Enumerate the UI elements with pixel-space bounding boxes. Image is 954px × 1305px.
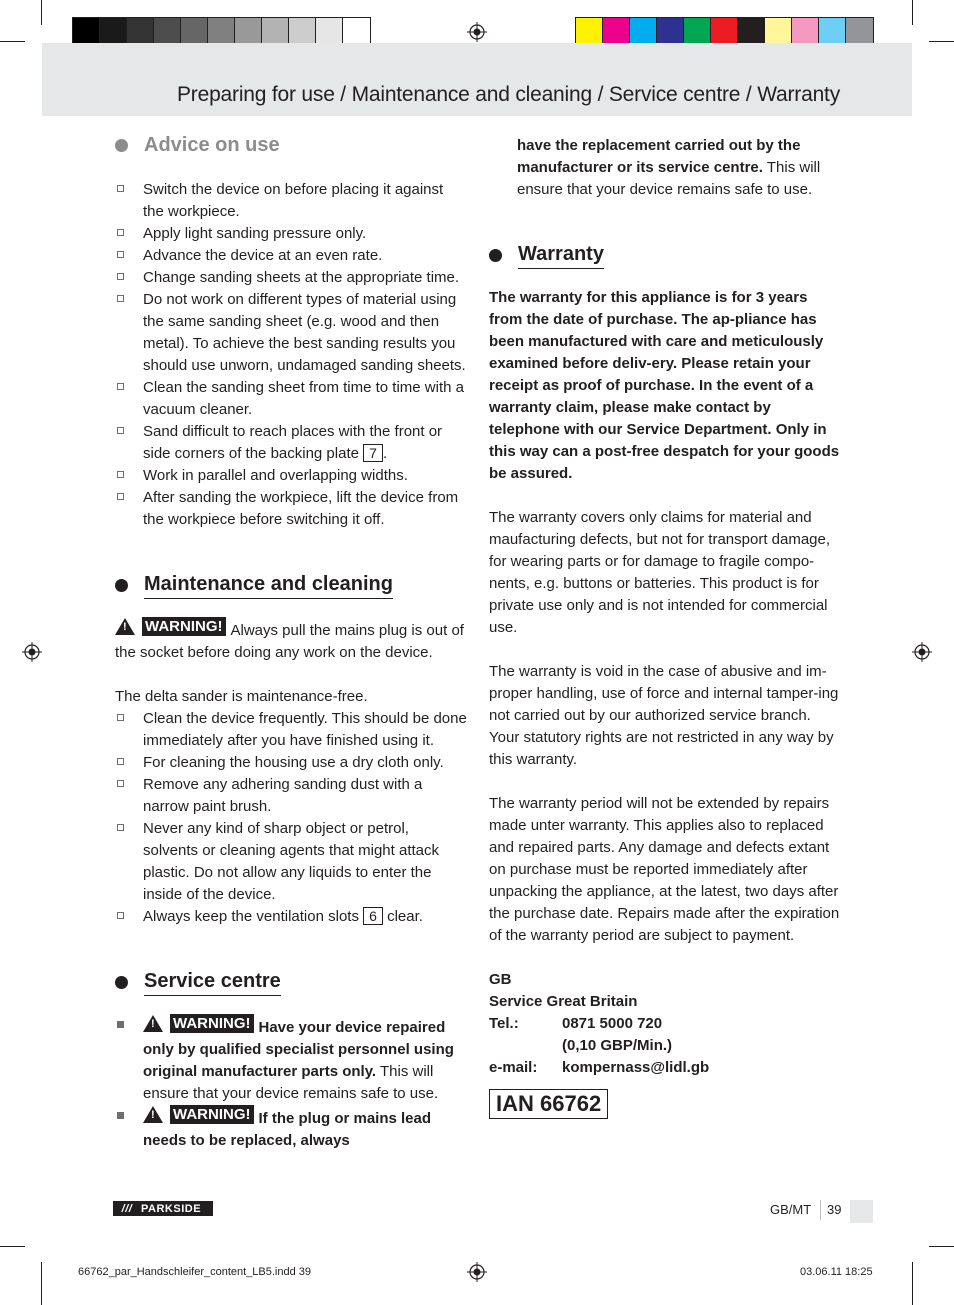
- list-item: Work in parallel and overlapping widths.: [115, 465, 467, 487]
- service-continued: have the replacement carried out by the manufacturer or its service centre. This will ensure that your device remains safe to use.: [517, 137, 821, 198]
- list-item: Remove any adhering sanding dust with a narrow paint brush.: [115, 774, 467, 818]
- bullet-dot-icon: [115, 139, 128, 152]
- warranty-heading: Warranty: [489, 241, 841, 269]
- checkbox-bullet-icon: [117, 824, 124, 831]
- crop-mark: [41, 1262, 42, 1305]
- reference-number: 7: [363, 444, 383, 462]
- maintenance-intro: The delta sander is maintenance-free.: [115, 688, 368, 705]
- right-column: [489, 135, 841, 1119]
- checkbox-bullet-icon: [117, 251, 124, 258]
- advice-list: [115, 179, 467, 531]
- bullet-dot-icon: [489, 249, 502, 262]
- checkbox-bullet-icon: [117, 758, 124, 765]
- list-item: Always keep the ventilation slots 6 clear.: [115, 906, 467, 928]
- warning-triangle-icon: !: [115, 618, 135, 635]
- warning-badge: ! WARNING!: [143, 1105, 259, 1124]
- crop-mark: [912, 1262, 913, 1305]
- slug-filename: 66762_par_Handschleifer_content_LB5.indd 39: [78, 1266, 312, 1278]
- square-bullet-icon: [117, 1112, 124, 1119]
- advice-heading: Advice on use: [115, 132, 467, 159]
- crop-mark: [929, 1246, 954, 1247]
- list-item: ! WARNING! If the plug or mains lead needs to be replaced, always: [115, 1105, 467, 1152]
- list-item: ! WARNING! Have your device repaired only by qualified specialist personnel using original manufacturer parts only. This will ensure that your device remains safe to use.: [115, 1014, 467, 1105]
- language-code: GB/MT: [770, 1202, 812, 1217]
- checkbox-bullet-icon: [117, 780, 124, 787]
- crop-mark: [912, 0, 913, 25]
- list-item: Advance the device at an even rate.: [115, 245, 467, 267]
- crop-mark: [41, 0, 42, 25]
- list-item: Change sanding sheets at the appropriate time.: [115, 267, 467, 289]
- bullet-dot-icon: [115, 579, 128, 592]
- phone-number: 0871 5000 720: [562, 1015, 663, 1032]
- maintenance-heading: Maintenance and cleaning: [115, 571, 467, 599]
- checkbox-bullet-icon: [117, 185, 124, 192]
- checkbox-bullet-icon: [117, 471, 124, 478]
- square-bullet-icon: [117, 1021, 124, 1028]
- email-address: kompernass@lidl.gb: [562, 1059, 710, 1076]
- checkbox-bullet-icon: [117, 273, 124, 280]
- list-item: Clean the device frequently. This should be done immediately after you have finished using it.: [115, 708, 467, 752]
- warranty-paragraph: The warranty is void in the case of abusive and im-proper handling, use of force and internal tamper-ing not carried out by our authorized service branch. Your statutory rights are not restricted in any way by this warranty.: [489, 663, 839, 768]
- list-item: Apply light sanding pressure only.: [115, 223, 467, 245]
- service-heading: Service centre: [115, 968, 467, 996]
- warranty-bold-paragraph: The warranty for this appliance is for 3 years from the date of purchase. The ap-pliance has been manufactured with care and meticulously examined before deliv-ery. Please retain your receipt as proof of purchase. In the event of a warranty claim, please make contact by telephone with our Service Department. Only in this way can a post-free despatch for your goods be assured.: [489, 289, 840, 482]
- maintenance-list: [115, 708, 467, 928]
- crop-mark: [0, 1246, 25, 1247]
- service-contact: GB Service Great Britain Tel.: 0871 5000 720 (0,10 GBP/Min.) e-mail: kompernass@lidl.gb: [489, 969, 841, 1079]
- checkbox-bullet-icon: [117, 229, 124, 236]
- list-item: Switch the device on before placing it against the workpiece.: [115, 179, 467, 223]
- crop-mark: [0, 41, 25, 42]
- list-item: After sanding the workpiece, lift the device from the workpiece before switching it off.: [115, 487, 467, 531]
- checkbox-bullet-icon: [117, 714, 124, 721]
- ian-box: IAN 66762: [489, 1089, 841, 1119]
- warning-triangle-icon: !: [143, 1015, 163, 1032]
- list-item: Clean the sanding sheet from time to time with a vacuum cleaner.: [115, 377, 467, 421]
- registration-mark-icon: [467, 1262, 487, 1282]
- left-column: [115, 132, 467, 1152]
- checkbox-bullet-icon: [117, 295, 124, 302]
- registration-mark-icon: [912, 642, 932, 662]
- warning-badge: ! WARNING!: [143, 1014, 259, 1033]
- footer-divider: [820, 1200, 821, 1220]
- page-number: 39: [827, 1202, 842, 1217]
- checkbox-bullet-icon: [117, 383, 124, 390]
- registration-mark-icon: [467, 22, 487, 42]
- registration-mark-icon: [22, 642, 42, 662]
- list-item: Sand difficult to reach places with the front or side corners of the backing plate 7 .: [115, 421, 467, 465]
- warning-badge: ! WARNING!: [115, 617, 231, 636]
- crop-mark: [929, 41, 954, 42]
- slug-date: 03.06.11 18:25: [800, 1266, 873, 1278]
- list-item: Never any kind of sharp object or petrol, solvents or cleaning agents that might attack plastic. Do not allow any liquids to enter the inside of the device.: [115, 818, 467, 906]
- checkbox-bullet-icon: [117, 427, 124, 434]
- maintenance-warning: ! WARNING! Always pull the mains plug is out of the socket before doing any work on the device.: [115, 618, 464, 661]
- parkside-logo: /// PARKSIDE: [113, 1201, 213, 1216]
- page-title: Preparing for use / Maintenance and cleaning / Service centre / Warranty: [176, 83, 840, 106]
- bullet-dot-icon: [115, 976, 128, 989]
- list-item: Do not work on different types of material using the same sanding sheet (e.g. wood and then metal). To achieve the best sanding results you should use unworn, undamaged sanding sheets.: [115, 289, 467, 377]
- warning-triangle-icon: !: [143, 1106, 163, 1123]
- service-list: [115, 1014, 467, 1152]
- checkbox-bullet-icon: [117, 493, 124, 500]
- checkbox-bullet-icon: [117, 912, 124, 919]
- list-item: For cleaning the housing use a dry cloth only.: [115, 752, 467, 774]
- reference-number: 6: [363, 907, 383, 925]
- warranty-paragraph: The warranty covers only claims for material and maufacturing defects, but not for transport damage, for wearing parts or for damage to fragile compo-nents, e.g. buttons or batteries. This product is for private use only and is not intended for commercial use.: [489, 509, 831, 636]
- page-tab: [850, 1200, 873, 1223]
- warranty-paragraph: The warranty period will not be extended by repairs made unter warranty. This applies also to replaced and repaired parts. Any damage and defects extant on purchase must be reported immediately after unpacking the appliance, at the latest, two days after the purchase date. Repairs made after the expiration of the warranty period are subject to payment.: [489, 795, 840, 944]
